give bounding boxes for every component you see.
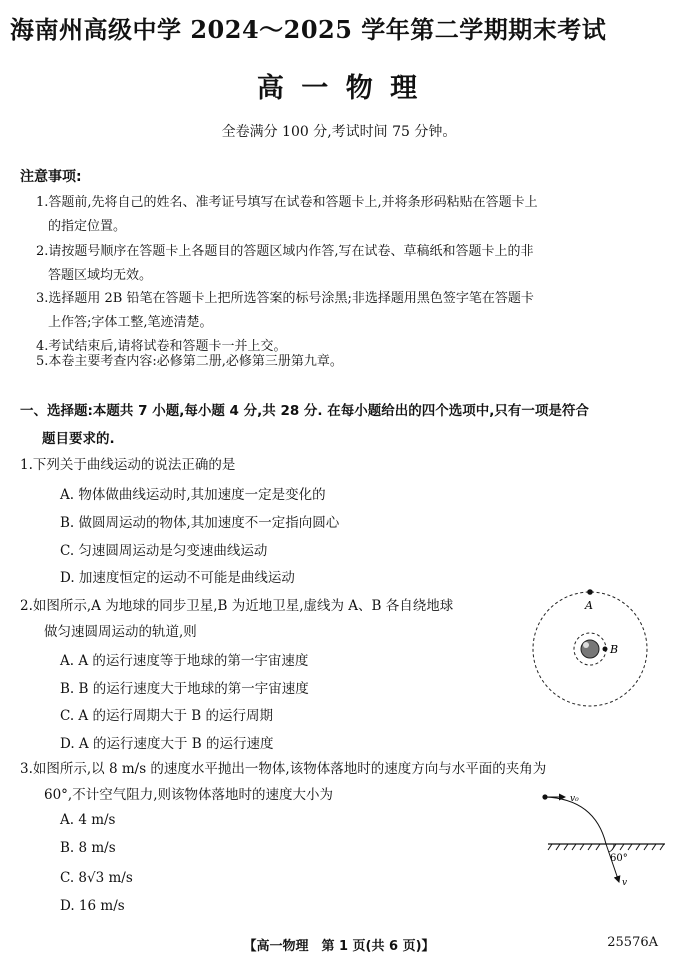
notice-item-1-line2: 的指定位置。 xyxy=(48,219,127,234)
question-3-option-a: A. 4 m/s xyxy=(60,812,116,828)
subject-title: 高 一 物 理 xyxy=(256,73,422,104)
question-1-option-b: B. 做圆周运动的物体,其加速度不一定指向圆心 xyxy=(60,515,340,531)
question-3-stem-line2: 60°,不计空气阻力,则该物体落地时的速度大小为 xyxy=(44,787,334,803)
question-1-option-a: A. 物体做曲线运动时,其加速度一定是变化的 xyxy=(60,487,326,503)
question-2-option-a: A. A 的运行速度等于地球的第一宇宙速度 xyxy=(60,653,309,669)
notice-item-5 xyxy=(36,350,343,374)
question-3-stem xyxy=(20,756,546,808)
question-1-option-c: C. 匀速圆周运动是匀变速曲线运动 xyxy=(60,543,268,559)
projectile-figure xyxy=(540,785,670,895)
label-b: B xyxy=(610,643,619,656)
paper-code: 25576A xyxy=(607,935,658,950)
notice-heading: 注意事项: xyxy=(20,169,82,185)
question-1-option-d: D. 加速度恒定的运动不可能是曲线运动 xyxy=(60,570,295,586)
label-v0: v₀ xyxy=(570,794,579,804)
question-3-stem-line1: 3.如图所示,以 8 m/s 的速度水平抛出一物体,该物体落地时的速度方向与水平面的夹角为 xyxy=(20,761,547,777)
notice-item-3 xyxy=(36,287,534,335)
question-2-option-d: D. A 的运行速度大于 B 的运行速度 xyxy=(60,736,274,752)
label-v: v xyxy=(622,878,628,888)
trajectory-curve xyxy=(545,797,606,844)
satellite-b-dot xyxy=(603,647,608,652)
question-3-option-d: D. 16 m/s xyxy=(60,898,125,914)
question-1-stem: 1.下列关于曲线运动的说法正确的是 xyxy=(20,457,236,473)
section-one-line2: 题目要求的. xyxy=(42,431,115,447)
notice-item-1-line1: 1.答题前,先将自己的姓名、准考证号填写在试卷和答题卡上,并将条形码粘贴在答题卡上 xyxy=(36,195,538,210)
notice-item-1 xyxy=(36,191,538,239)
question-2-option-b: B. B 的运行速度大于地球的第一宇宙速度 xyxy=(60,681,309,697)
exam-title: 海南州高级中学 2024～2025 学年第二学期期末考试 xyxy=(10,15,607,44)
notice-item-2-line1: 2.请按题号顺序在答题卡上各题目的答题区域内作答,写在试卷、草稿纸和答题卡上的非 xyxy=(36,244,534,259)
section-one-line1: 一、选择题:本题共 7 小题,每小题 4 分,共 28 分. 在每小题给出的四个选项中,只有一项是符合 xyxy=(20,403,589,419)
label-a: A xyxy=(585,599,593,612)
satellite-a-dot xyxy=(587,589,593,595)
question-2-stem-line1: 2.如图所示,A 为地球的同步卫星,B 为近地卫星,虚线为 A、B 各自绕地球 xyxy=(20,598,454,614)
question-2-stem xyxy=(20,593,453,645)
question-2-option-c: C. A 的运行周期大于 B 的运行周期 xyxy=(60,708,273,724)
question-3-option-c: C. 8√3 m/s xyxy=(60,870,133,886)
notice-item-5-line1: 5.本卷主要考查内容:必修第二册,必修第三册第九章。 xyxy=(36,354,343,369)
earth-icon xyxy=(581,640,599,658)
notice-item-4-line1: 4.考试结束后,请将试卷和答题卡一并上交。 xyxy=(36,339,287,354)
notice-item-2 xyxy=(36,240,534,288)
notice-item-2-line2: 答题区域均无效。 xyxy=(48,268,153,283)
label-angle: 60° xyxy=(610,853,628,864)
satellite-orbit-figure xyxy=(525,583,655,713)
earth-highlight xyxy=(583,642,589,648)
question-2-stem-line2: 做匀速圆周运动的轨道,则 xyxy=(44,624,197,640)
section-one-heading xyxy=(20,397,589,453)
angle-arc xyxy=(609,844,614,852)
score-time-line: 全卷满分 100 分,考试时间 75 分钟。 xyxy=(221,124,457,140)
notice-item-3-line1: 3.选择题用 2B 铅笔在答题卡上把所选答案的标号涂黑;非选择题用黑色签字笔在答题卡 xyxy=(36,291,534,306)
notice-item-3-line2: 上作答;字体工整,笔迹清楚。 xyxy=(48,315,213,330)
question-3-option-b: B. 8 m/s xyxy=(60,840,116,856)
page-footer: 【高一物理 第 1 页(共 6 页)】 xyxy=(243,939,435,954)
